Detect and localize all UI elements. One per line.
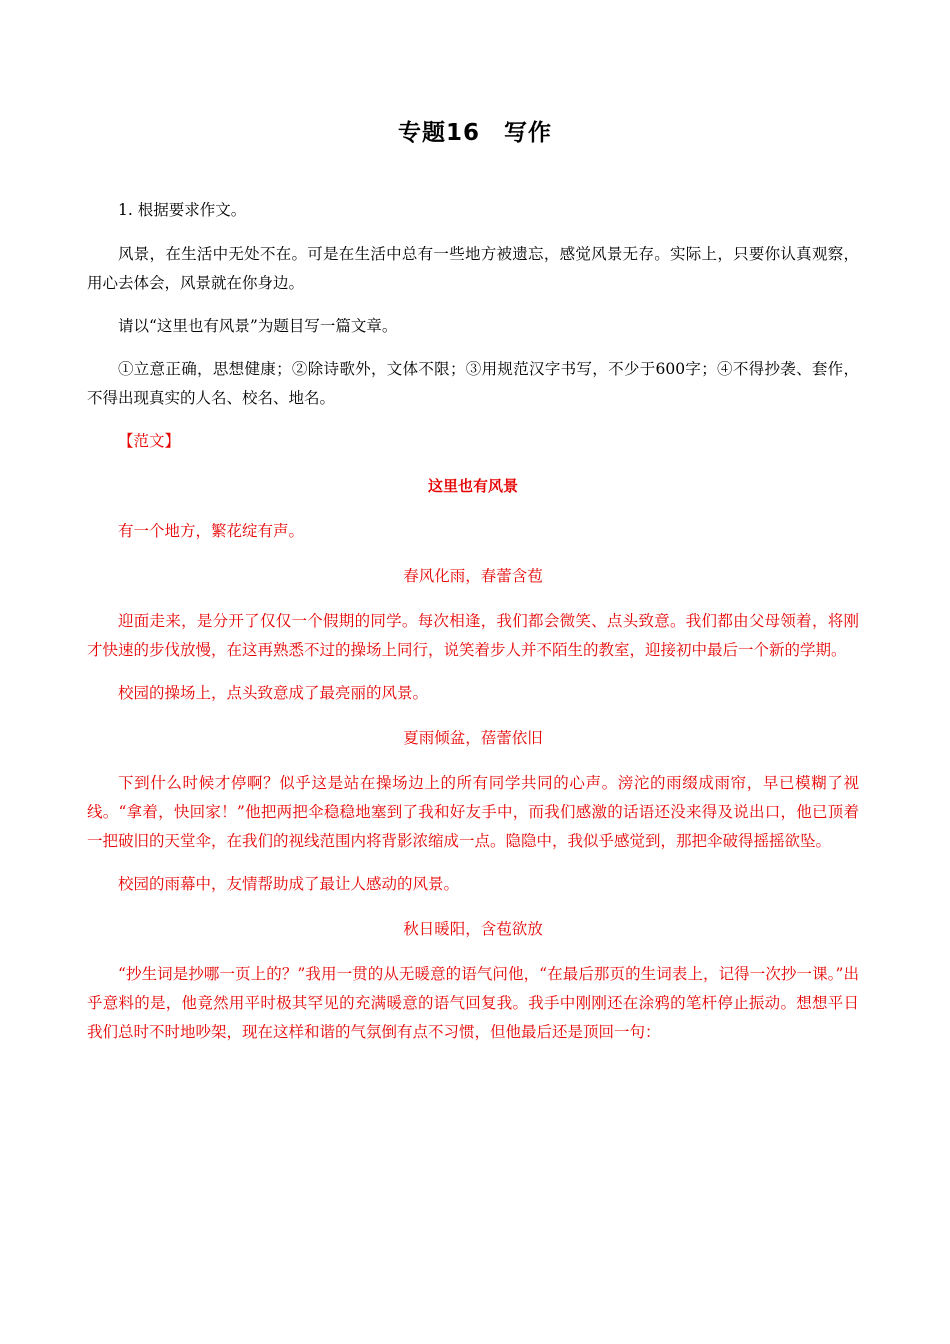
document-body bbox=[87, 196, 859, 1061]
sample-label: 【范文】 bbox=[118, 432, 181, 450]
question-prompt-2: 请以“这里也有风景”为题目写一篇文章。 bbox=[118, 317, 398, 335]
section-body-3: “抄生词是抄哪一页上的？”我用一贯的从无暖意的语气问他，“在最后那页的生词表上，记得一次抄一课。”出乎意料的是，他竟然用平时极其罕见的充满暖意的语气回复我。我手中刚刚还在涂鸦的笔杆停止振动。想想平日我们总时不时地吵架，现在这样和谐的气氛倒有点不习惯，但他最后还是顶回一句： bbox=[87, 965, 859, 1041]
section-body-1: 迎面走来，是分开了仅仅一个假期的同学。每次相逢，我们都会微笑、点头致意。我们都由父母领着，将刚才快速的步伐放慢，在这再熟悉不过的操场上同行，说笑着步人并不陌生的教室，迎接初中最后一个新的学期。 bbox=[87, 612, 859, 659]
section-heading-1: 春风化雨，春蕾含苞 bbox=[403, 567, 543, 585]
question-prompt-1: 风景，在生活中无处不在。可是在生活中总有一些地方被遗忘，感觉风景无存。实际上，只要你认真观察，用心去体会，风景就在你身边。 bbox=[87, 245, 859, 292]
question-requirements: ①立意正确，思想健康；②除诗歌外，文体不限；③用规范汉字书写，不少于600字；④不得抄袭、套作，不得出现真实的人名、校名、地名。 bbox=[87, 360, 859, 407]
page-title: 专题16 写作 bbox=[397, 120, 552, 146]
question-number-line: 1. 根据要求作文。 bbox=[118, 201, 247, 219]
section-heading-2: 夏雨倾盆，蓓蕾依旧 bbox=[403, 729, 543, 747]
section-close-2: 校园的雨幕中，友情帮助成了最让人感动的风景。 bbox=[118, 875, 460, 893]
essay-opening: 有一个地方，繁花绽有声。 bbox=[118, 522, 305, 540]
essay-title: 这里也有风景 bbox=[427, 477, 518, 495]
section-close-1: 校园的操场上，点头致意成了最亮丽的风景。 bbox=[118, 684, 429, 702]
section-heading-3: 秋日暖阳，含苞欲放 bbox=[403, 920, 543, 938]
section-body-2: 下到什么时候才停啊？似乎这是站在操场边上的所有同学共同的心声。滂沱的雨缀成雨帘，早已模糊了视线。“拿着，快回家！”他把两把伞稳稳地塞到了我和好友手中，而我们感激的话语还没来得及说出口，他已顶着一把破旧的天堂伞，在我们的视线范围内将背影浓缩成一点。隐隐中，我似乎感觉到，那把伞破得摇摇欲坠。 bbox=[87, 774, 859, 850]
